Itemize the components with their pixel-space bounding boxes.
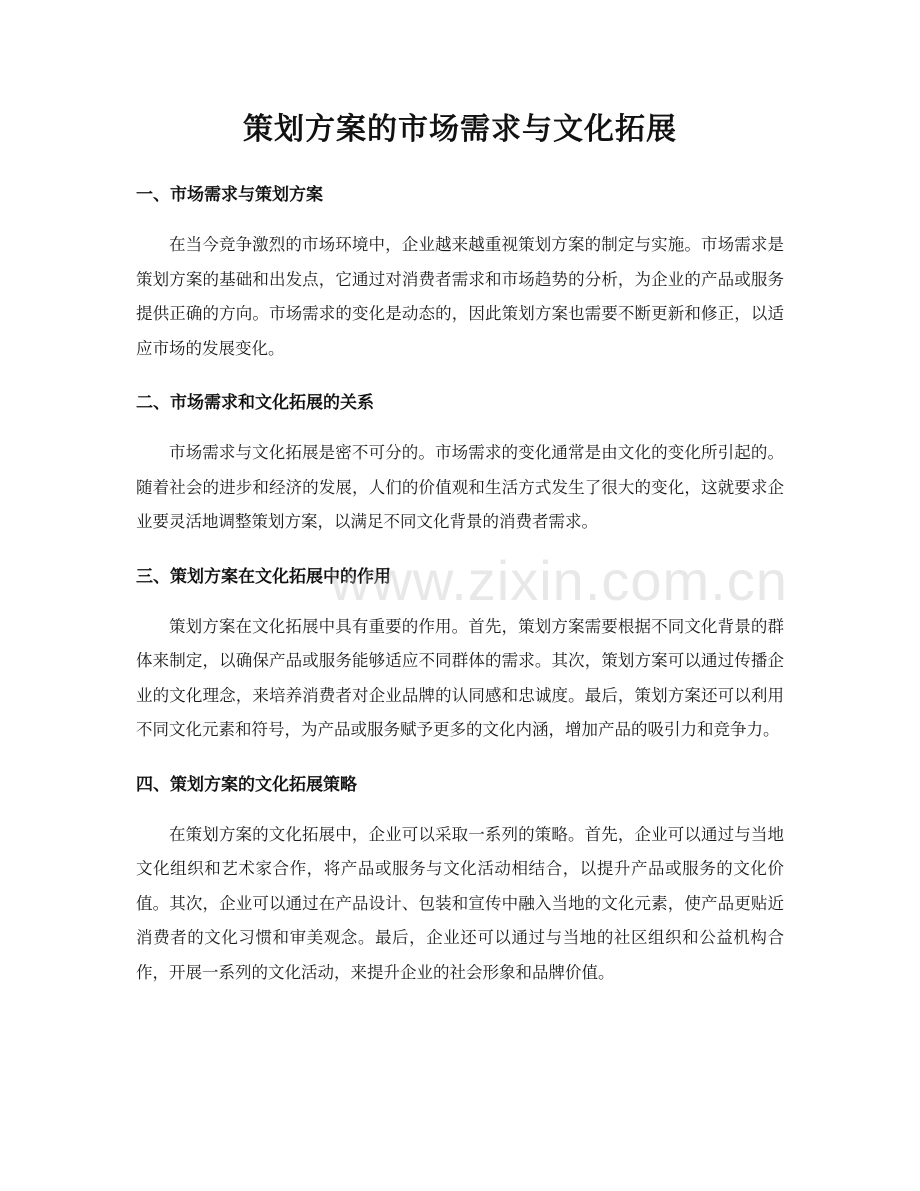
section-paragraph: 市场需求与文化拓展是密不可分的。市场需求的变化通常是由文化的变化所引起的。随着社会的进步和经济的发展，人们的价值观和生活方式发生了很大的变化，这就要求企业要灵活地调整策划方案，以满足不同文化背景的消费者需求。: [136, 443, 784, 531]
document-title: 策划方案的市场需求与文化拓展: [243, 112, 677, 147]
section-paragraph: 在当今竞争激烈的市场环境中，企业越来越重视策划方案的制定与实施。市场需求是策划方案的基础和出发点，它通过对消费者需求和市场趋势的分析，为企业的产品或服务提供正确的方向。市场需求的变化是动态的，因此策划方案也需要不断更新和修正，以适应市场的发展变化。: [136, 235, 784, 358]
section-culture-strategy: [136, 772, 784, 991]
section-paragraph: 策划方案在文化拓展中具有重要的作用。首先，策划方案需要根据不同文化背景的群体来制定，以确保产品或服务能够适应不同群体的需求。其次，策划方案可以通过传播企业的文化理念，来培养消费者对企业品牌的认同感和忠诚度。最后，策划方案还可以利用不同文化元素和符号，为产品或服务赋予更多的文化内涵，增加产品的吸引力和竞争力。: [136, 616, 784, 739]
section-demand-culture-relation: [136, 390, 784, 540]
section-heading: 二、市场需求和文化拓展的关系: [136, 393, 374, 413]
section-heading: 一、市场需求与策划方案: [136, 185, 323, 205]
section-plan-role: [136, 564, 784, 748]
section-heading: 三、策划方案在文化拓展中的作用: [136, 566, 391, 587]
section-paragraph: 在策划方案的文化拓展中，企业可以采取一系列的策略。首先，企业可以通过与当地文化组织和艺术家合作，将产品或服务与文化活动相结合，以提升产品或服务的文化价值。其次，企业可以通过在产品设计、包装和宣传中融入当地的文化元素，使产品更贴近消费者的文化习惯和审美观念。最后，企业还可以通过与当地的社区组织和公益机构合作，开展一系列的文化活动，来提升企业的社会形象和品牌价值。: [136, 824, 784, 982]
watermark: www.zixin.com.cn: [330, 549, 788, 612]
section-heading: 四、策划方案的文化拓展策略: [136, 774, 357, 795]
section-market-demand: [136, 182, 784, 366]
